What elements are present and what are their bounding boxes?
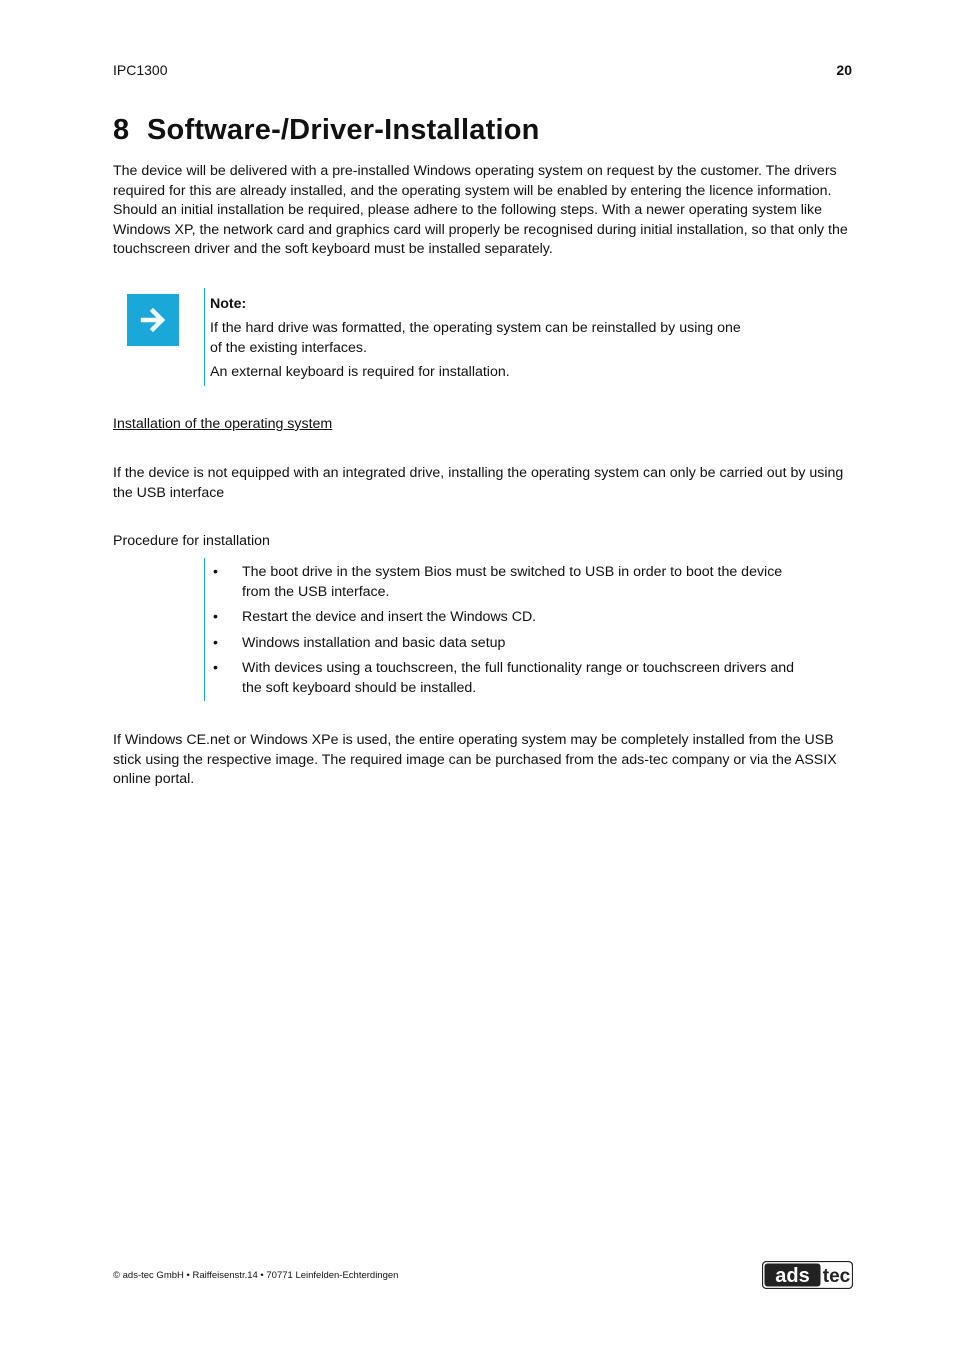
section-number: 8 [113,114,130,146]
bullet-icon: • [213,564,218,580]
procedure-list [210,563,800,705]
note-title: Note: [210,296,247,312]
section-title: Software-/Driver-Installation [147,114,540,146]
list-item: • With devices using a touchscreen, the full functionality range or touchscreen drivers and the soft keyboard should be installed. [213,660,795,696]
bullet-icon: • [213,660,218,677]
intro-paragraph: The device will be delivered with a pre-installed Windows operating system on request by the customer. The drivers required for this are already installed, and the operating system will be enabled by entering the licence information. Should an initial installation be required, please adhere to the following steps. With a newer operating system like Windows XP, the network card and graphics card will properly be recognised during initial installation, so that only the touchscreen driver and the soft keyboard must be installed separately. [113,163,848,258]
final-paragraph: If Windows CE.net or Windows XPe is used, the entire operating system may be completely installed from the USB stick using the respective image. The required image can be purchased from the ads-tec company or via the ASSIX online portal. [113,732,837,788]
svg-text:ads: ads [775,1265,810,1287]
footer-text: © ads-tec GmbH • Raiffeisenstr.14 • 70771 Leinfelden-Echterdingen [113,1270,399,1281]
list-item: • Restart the device and insert the Windows CD. [210,608,800,628]
page-number: 20 [836,62,852,78]
company-logo [762,1261,853,1289]
note-text-2: An external keyboard is required for installation. [210,364,510,380]
arrow-right-icon [127,294,179,346]
installation-subheading: Installation of the operating system [113,416,333,432]
note-divider [204,288,205,386]
list-item: • The boot drive in the system Bios must be switched to USB in order to boot the device from the USB interface. [213,564,783,600]
note-box [210,294,750,382]
procedure-label: Procedure for installation [113,533,270,549]
bullet-icon: • [213,609,218,626]
usb-paragraph: If the device is not equipped with an integrated drive, installing the operating system can only be carried out by using the USB interface [113,465,844,501]
note-text-1: If the hard drive was formatted, the operating system can be reinstalled by using one of the existing interfaces. [210,320,741,356]
procedure-divider [204,558,205,701]
document-name: IPC1300 [113,62,168,78]
svg-text:tec: tec [822,1266,851,1287]
list-item: • Windows installation and basic data setup [210,634,800,654]
bullet-icon: • [213,634,218,651]
section-heading [113,114,540,147]
